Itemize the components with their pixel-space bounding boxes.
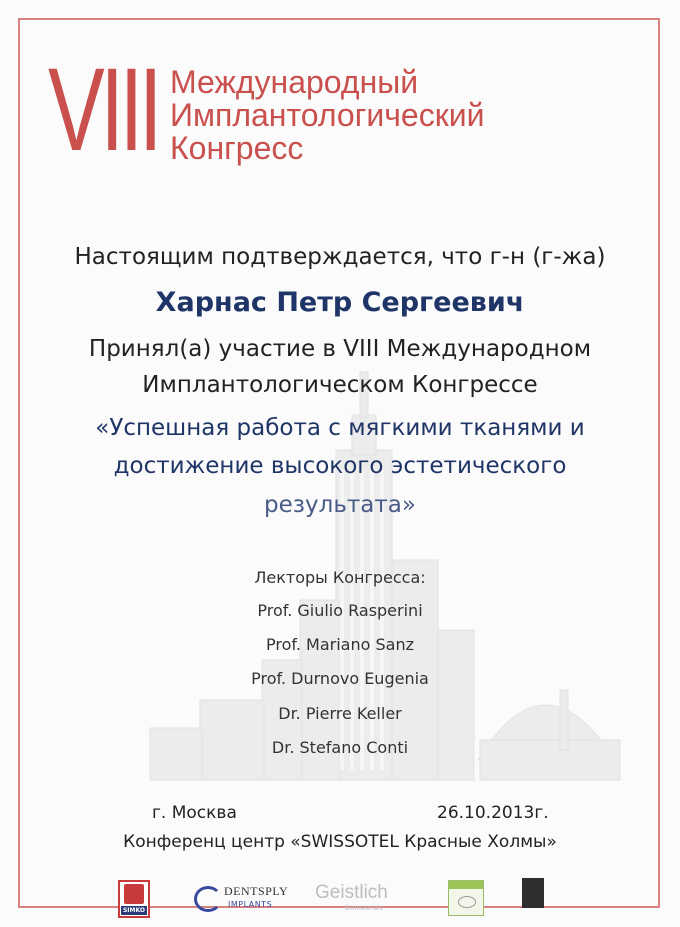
participation-line1: Принял(а) участие в VIII Международном	[88, 336, 592, 362]
congress-header	[48, 44, 485, 176]
green-bar-icon	[449, 881, 483, 889]
recipient-name: Харнас Петр Сергеевич	[155, 287, 525, 318]
roman-numeral: VIII	[48, 44, 159, 176]
dentsply-sub: IMPLANTS	[228, 900, 273, 909]
intro-text: Настоящим подтверждается, что г-н (г-жа)	[74, 244, 606, 270]
dentsply-name: DENTSPLY	[224, 884, 289, 898]
congress-title-line3: Конгресс	[170, 130, 304, 166]
congress-title-line2: Имплантологический	[170, 97, 485, 133]
lecturer-item: Prof. Giulio Rasperini	[257, 601, 423, 620]
green-sponsor-logo	[448, 880, 484, 916]
theme-line3: результата»	[264, 492, 416, 518]
lecturer-item: Dr. Stefano Conti	[271, 738, 409, 757]
lecturers-title: Лекторы Конгресса:	[254, 568, 426, 587]
participation-line2: Имплантологическом Конгрессе	[142, 372, 538, 398]
simko-logo	[118, 880, 150, 918]
sponsor-logos	[110, 878, 570, 920]
lecturer-item: Prof. Mariano Sanz	[266, 635, 414, 654]
congress-title-line1: Международный	[170, 64, 419, 100]
lecturer-item: Prof. Durnovo Eugenia	[251, 669, 429, 688]
oval-emblem-icon	[458, 896, 476, 908]
congress-title	[170, 66, 484, 165]
simko-symbol-icon	[124, 884, 144, 904]
lecturer-item: Dr. Pierre Keller	[278, 704, 402, 723]
dentsply-logo	[194, 884, 298, 914]
simko-label: SIMKO	[122, 907, 145, 914]
geistlich-logo	[315, 882, 405, 916]
geistlich-sub: Biomaterials	[345, 905, 383, 912]
theme-line2: достижение высокого эстетического	[113, 453, 567, 479]
venue-text: Конференц центр «SWISSOTEL Красные Холмы»	[123, 832, 557, 852]
geistlich-name: Geistlich	[315, 882, 388, 903]
dentsply-swirl-icon	[194, 886, 222, 912]
theme-line1: «Успешная работа с мягкими тканями и	[95, 415, 585, 441]
date-text: 26.10.2013г.	[437, 803, 549, 823]
dark-sponsor-logo	[522, 878, 544, 908]
city-text: г. Москва	[152, 803, 237, 823]
